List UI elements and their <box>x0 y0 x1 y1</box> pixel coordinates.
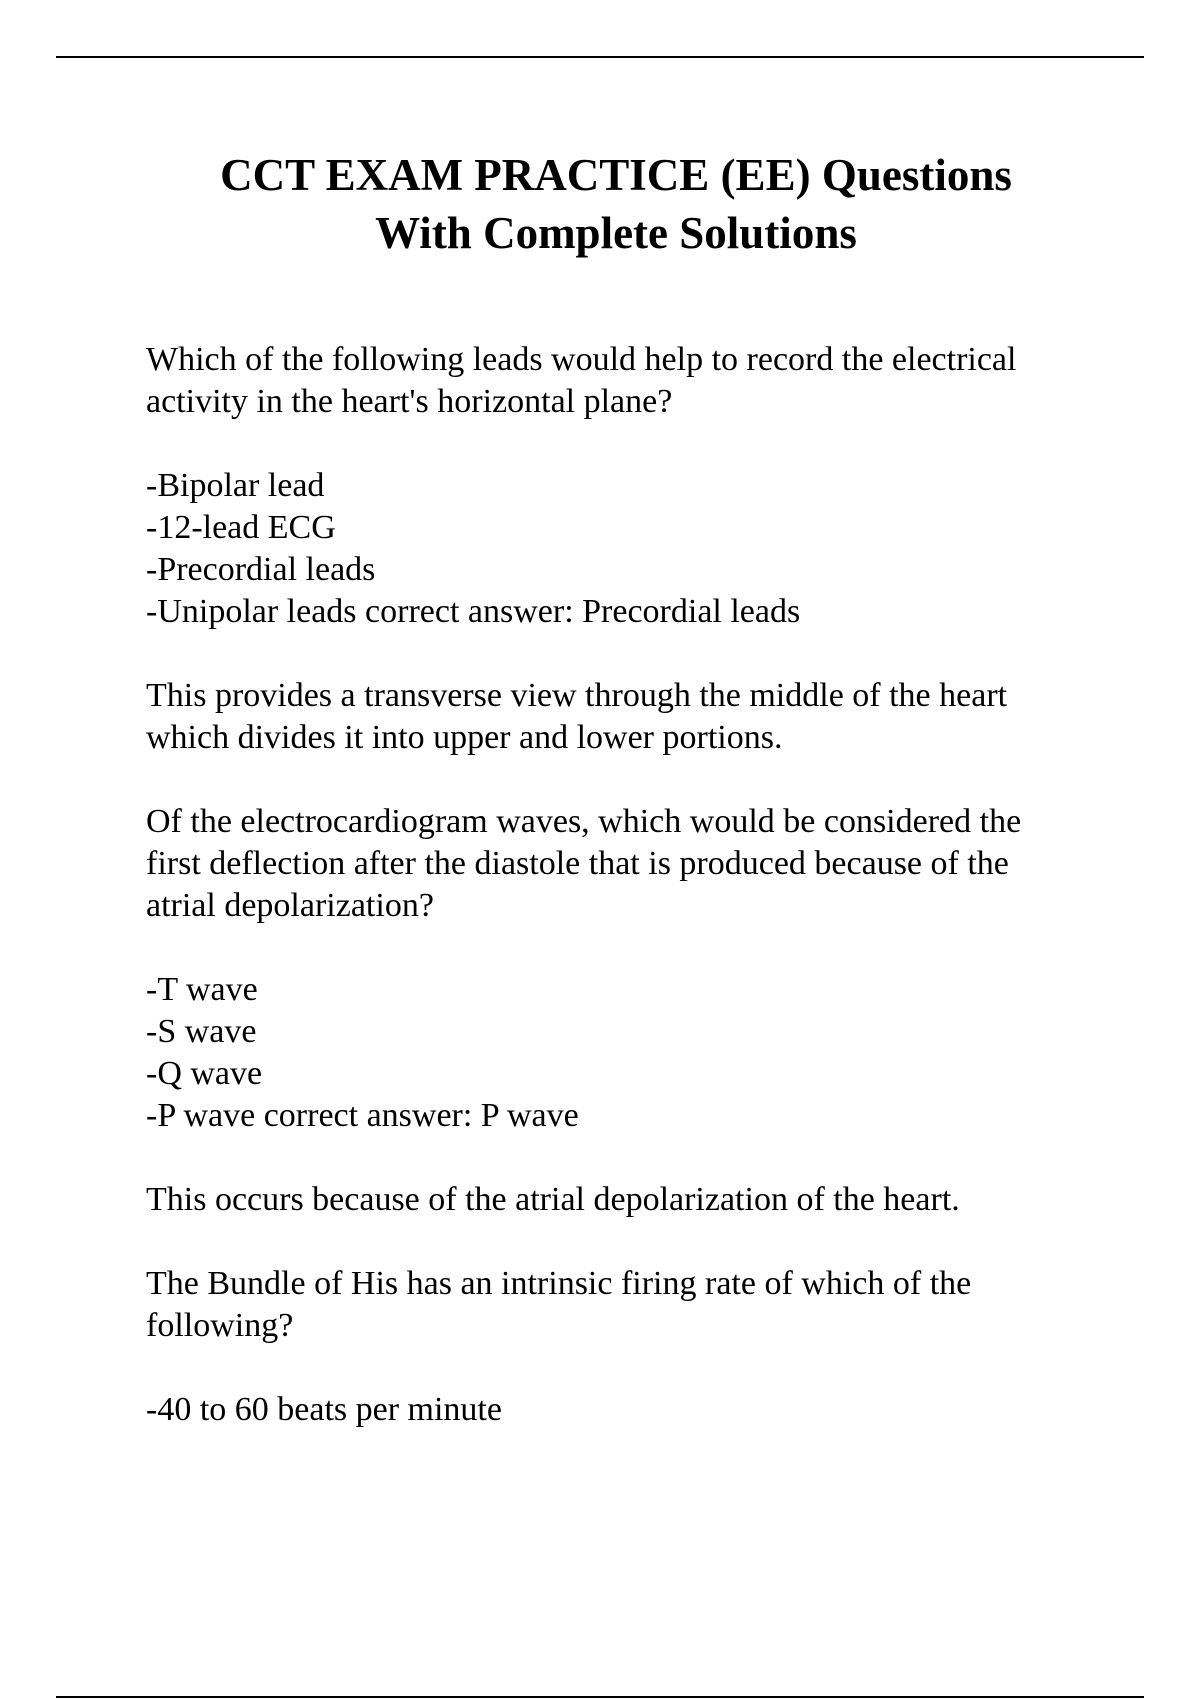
question-1-options <box>146 465 1106 633</box>
question-1-text-line: activity in the heart's horizontal plane? <box>146 383 673 420</box>
explanation-line: which divides it into upper and lower portions. <box>146 719 783 756</box>
option-item: -T wave <box>146 971 258 1008</box>
option-item: -Q wave <box>146 1055 263 1092</box>
question-2-text-line: Of the electrocardiogram waves, which would be considered the <box>146 803 1022 840</box>
question-2 <box>146 801 1106 927</box>
question-1 <box>146 339 1106 423</box>
document-body <box>146 339 1106 1473</box>
question-3-options <box>146 1389 1106 1431</box>
question-3-text-line: The Bundle of His has an intrinsic firing rate of which of the <box>146 1265 972 1302</box>
option-item: -40 to 60 beats per minute <box>146 1391 502 1428</box>
option-item: -S wave <box>146 1013 257 1050</box>
question-1-text-line: Which of the following leads would help to record the electrical <box>146 341 1017 378</box>
question-1-explanation <box>146 675 1106 759</box>
question-2-explanation <box>146 1179 1106 1221</box>
question-2-text-line: first deflection after the diastole that is produced because of the <box>146 845 1009 882</box>
option-item-with-answer: -P wave correct answer: P wave <box>146 1097 579 1134</box>
bottom-divider <box>56 1696 1144 1698</box>
question-3 <box>146 1263 1106 1347</box>
explanation-line: This provides a transverse view through the middle of the heart <box>146 677 1008 714</box>
option-item: -Bipolar lead <box>146 467 325 504</box>
question-2-options <box>146 969 1106 1137</box>
question-3-text-line: following? <box>146 1307 294 1344</box>
option-item: -12-lead ECG <box>146 509 336 546</box>
option-item-with-answer: -Unipolar leads correct answer: Precordial leads <box>146 593 801 630</box>
explanation-line: This occurs because of the atrial depolarization of the heart. <box>146 1181 960 1218</box>
option-item: -Precordial leads <box>146 551 376 588</box>
page-title <box>120 146 1112 262</box>
title-line-1: CCT EXAM PRACTICE (EE) Questions <box>220 150 1012 200</box>
question-2-text-line: atrial depolarization? <box>146 887 434 924</box>
top-divider <box>56 56 1144 58</box>
title-line-2: With Complete Solutions <box>375 208 857 258</box>
